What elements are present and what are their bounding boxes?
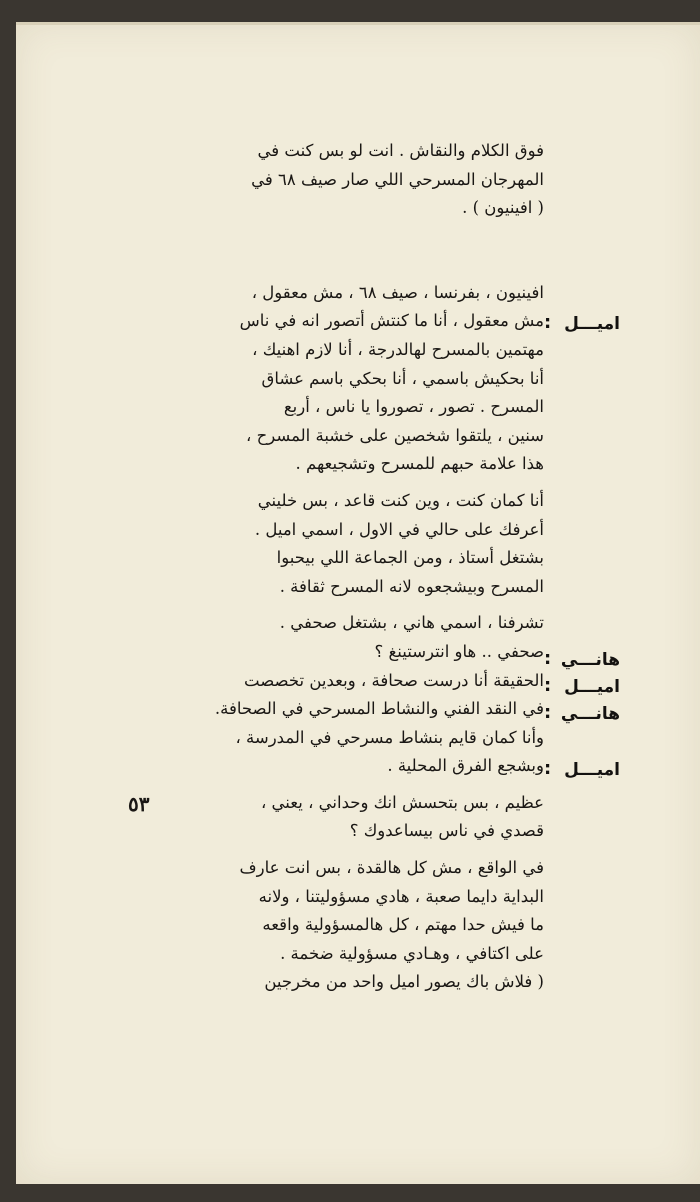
dialogue-line: مهتمين بالمسرح لهالدرجة ، أنا لازم اهنيك ، bbox=[252, 339, 544, 359]
intro-line: ( افينيون ) . bbox=[462, 198, 544, 218]
intro-line: المهرجان المسرحي اللي صار صيف ٦٨ في bbox=[251, 169, 544, 189]
speaker-emile: اميـــل bbox=[564, 677, 620, 697]
speaker-colon: : bbox=[544, 758, 552, 779]
dialogue-line: عظيم ، بس بتحسش انك وحداني ، يعني ، bbox=[260, 792, 544, 812]
dialogue-line: في النقد الفني والنشاط المسرحي في الصحافة. bbox=[214, 699, 544, 719]
dialogue-line: افينيون ، بفرنسا ، صيف ٦٨ ، مش معقول ، bbox=[251, 282, 544, 302]
dialogue-line: البداية دايما صعبة ، هادي مسؤوليتنا ، ولانه bbox=[258, 886, 544, 906]
dialogue-line: على اكتافي ، وهـادي مسؤولية ضخمة . bbox=[280, 943, 544, 963]
dialogue-line: ( فلاش باك يصور اميل واحد من مخرجين bbox=[264, 972, 544, 992]
dialogue-line: صحفي .. هاو انترستينغ ؟ bbox=[374, 641, 544, 661]
dialogue-line: أعرفك على حالي في الاول ، اسمي اميل . bbox=[254, 519, 544, 539]
book-page bbox=[16, 22, 700, 1184]
dialogue-line: مش معقول ، أنا ما كنتش أتصور انه في ناس bbox=[239, 311, 544, 331]
speaker-emile: اميـــل bbox=[564, 760, 620, 780]
dialogue-text bbox=[124, 137, 544, 997]
speaker-colon: : bbox=[544, 675, 552, 696]
dialogue-line: هذا علامة حبهم للمسرح وتشجيعهم . bbox=[295, 454, 544, 474]
speaker-emile: اميـــل bbox=[564, 314, 620, 334]
dialogue-line: قصدي في ناس بيساعدوك ؟ bbox=[349, 821, 544, 841]
page-number: ٥٣ bbox=[128, 792, 150, 816]
dialogue-line: في الواقع ، مش كل هالقدة ، بس انت عارف bbox=[239, 858, 544, 878]
dialogue-line: الحقيقة أنا درست صحافة ، وبعدين تخصصت bbox=[244, 670, 544, 690]
intro-line: فوق الكلام والنقاش . انت لو بس كنت في bbox=[257, 141, 544, 160]
dialogue-line: أنا كمان كنت ، وين كنت قاعد ، بس خليني bbox=[257, 490, 544, 510]
dialogue-line: سنين ، يلتقوا شخصين على خشبة المسرح ، bbox=[246, 425, 544, 445]
dialogue-line: المسرح وبيشجعوه لانه المسرح ثقافة . bbox=[279, 576, 544, 596]
dialogue-line: أنا بحكيش باسمي ، أنا بحكي باسم عشاق bbox=[261, 368, 544, 388]
speaker-colon: : bbox=[544, 702, 552, 723]
speaker-colon: : bbox=[544, 648, 552, 669]
dialogue-line: وأنا كمان قايم بنشاط مسرحي في المدرسة ، bbox=[235, 727, 544, 747]
dialogue-line: بشتغل أستاذ ، ومن الجماعة اللي بيحبوا bbox=[276, 548, 544, 568]
dialogue-line: ما فيش حدا مهتم ، كل هالمسؤولية واقعه bbox=[262, 915, 544, 935]
speaker-hani: هانـــي bbox=[560, 704, 620, 724]
dialogue-line: تشرفنا ، اسمي هاني ، بشتغل صحفي . bbox=[279, 613, 544, 633]
dialogue-line: وبشجع الفرق المحلية . bbox=[387, 756, 544, 776]
dialogue-line: المسرح . تصور ، تصوروا يا ناس ، أربع bbox=[283, 397, 544, 417]
speaker-hani: هانـــي bbox=[560, 650, 620, 670]
speaker-colon: : bbox=[544, 312, 552, 333]
